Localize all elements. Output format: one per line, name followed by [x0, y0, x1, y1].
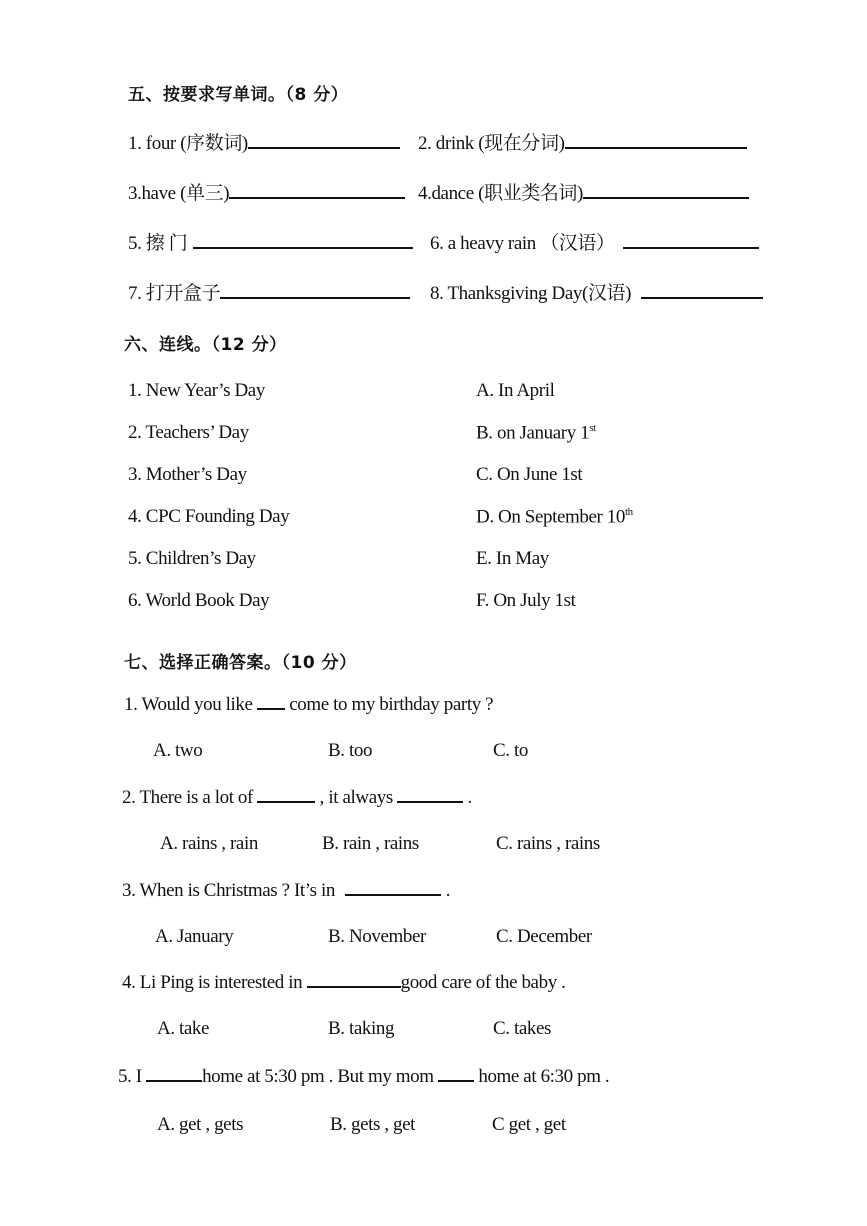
s7-q1-option-b[interactable]: B. too	[328, 740, 373, 761]
s6-right-4[interactable]	[476, 506, 633, 528]
s7-q2-blank-1[interactable]	[257, 787, 315, 803]
s5-item-8-label: 8. Thanksgiving Day(汉语)	[430, 283, 632, 304]
s6-right-3-text: C. On June 1st	[476, 464, 583, 485]
s7-q5-option-c[interactable]: C get , get	[492, 1114, 566, 1135]
s5-answer-5-blank[interactable]	[193, 233, 413, 249]
s7-q3-option-b[interactable]: B. November	[328, 926, 426, 947]
s7-q5-blank-1[interactable]	[146, 1066, 202, 1082]
s7-q2-blank-2[interactable]	[397, 787, 463, 803]
s7-q2-text-a: 2. There is a lot of	[122, 787, 258, 808]
s7-q2-option-a[interactable]: A. rains , rain	[160, 833, 258, 854]
s7-q2-text-c: .	[463, 787, 472, 808]
s5-item-5	[128, 228, 413, 255]
s5-item-6	[430, 228, 759, 255]
s7-q1-option-c[interactable]: C. to	[493, 740, 528, 761]
s6-right-6-text: F. On July 1st	[476, 590, 576, 611]
s6-right-1[interactable]	[476, 380, 554, 402]
s7-q3-option-c[interactable]: C. December	[496, 926, 592, 947]
s7-q1-blank[interactable]	[257, 694, 285, 710]
s5-item-7-label: 7. 打开盒子	[128, 283, 221, 304]
s7-q2-option-b[interactable]: B. rain , rains	[322, 833, 419, 854]
s6-right-1-text: A. In April	[476, 380, 555, 401]
s7-q1-option-a[interactable]: A. two	[153, 740, 203, 761]
s7-question-3	[122, 880, 450, 902]
s7-q3-text-b: .	[441, 880, 451, 901]
s5-answer-3-blank[interactable]	[229, 183, 405, 199]
s7-q2-text-b: , it always	[315, 787, 398, 808]
s5-item-4-label: 4.dance (职业类名词)	[418, 183, 583, 204]
section5-title: 五、按要求写单词。（8 分）	[128, 85, 349, 105]
s5-answer-4-blank[interactable]	[583, 183, 749, 199]
section6-title: 六、连线。（12 分）	[124, 335, 287, 355]
s6-right-4-text: D. On September 10	[476, 506, 625, 528]
s5-item-2	[418, 128, 747, 155]
s6-left-2[interactable]: 2. Teachers’ Day	[128, 422, 249, 443]
s5-item-6-label: 6. a heavy rain （汉语）	[430, 233, 615, 254]
s6-right-5[interactable]	[476, 548, 549, 570]
s7-q4-option-b[interactable]: B. taking	[328, 1018, 395, 1039]
s6-right-3[interactable]	[476, 464, 582, 486]
s6-right-2-text: B. on January 1	[476, 422, 590, 444]
s5-item-4	[418, 178, 749, 205]
s6-left-5[interactable]: 5. Children’s Day	[128, 548, 256, 569]
s7-q4-text-b: good care of the baby .	[400, 972, 566, 993]
s6-right-2[interactable]	[476, 422, 596, 444]
s7-q5-text-c: home at 6:30 pm .	[474, 1066, 610, 1087]
s5-item-8	[430, 278, 763, 305]
s7-q4-blank[interactable]	[307, 972, 401, 988]
s7-q1-text-b: come to my birthday party ?	[284, 694, 494, 715]
s5-answer-7-blank[interactable]	[220, 283, 410, 299]
s7-question-5	[118, 1066, 609, 1088]
s7-q3-text-a: 3. When is Christmas ? It’s in	[122, 880, 340, 901]
s7-q4-text-a: 4. Li Ping is interested in	[122, 972, 307, 993]
s7-q5-text-a: 5. I	[118, 1066, 147, 1087]
s7-q1-text-a: 1. Would you like	[124, 694, 257, 715]
s6-left-1[interactable]: 1. New Year’s Day	[128, 380, 265, 401]
s7-q5-option-b[interactable]: B. gets , get	[330, 1114, 416, 1135]
s6-left-6[interactable]: 6. World Book Day	[128, 590, 270, 611]
s5-answer-8-blank[interactable]	[641, 283, 763, 299]
s7-q3-blank[interactable]	[345, 880, 441, 896]
s6-right-6[interactable]	[476, 590, 576, 612]
section7-title: 七、选择正确答案。（10 分）	[124, 653, 357, 673]
s7-q5-text-b: home at 5:30 pm . But my mom	[202, 1066, 438, 1087]
s7-question-1	[124, 694, 493, 716]
s5-item-1-label: 1. four (序数词)	[128, 133, 248, 154]
s7-q3-option-a[interactable]: A. January	[155, 926, 234, 947]
s6-right-2-sup: st	[589, 422, 596, 434]
s5-item-1	[128, 128, 400, 155]
s5-item-3	[128, 178, 405, 205]
s6-right-5-text: E. In May	[476, 548, 549, 569]
s5-item-3-label: 3.have (单三)	[128, 183, 230, 204]
s7-q5-option-a[interactable]: A. get , gets	[157, 1114, 244, 1135]
s5-item-7	[128, 278, 410, 305]
s7-question-4	[122, 972, 566, 994]
s7-q4-option-a[interactable]: A. take	[157, 1018, 210, 1039]
s6-left-4[interactable]: 4. CPC Founding Day	[128, 506, 290, 527]
s5-answer-1-blank[interactable]	[248, 133, 400, 149]
s7-q2-option-c[interactable]: C. rains , rains	[496, 833, 600, 854]
s6-right-4-sup: th	[625, 506, 633, 518]
s7-q5-blank-2[interactable]	[438, 1066, 474, 1082]
s7-q4-option-c[interactable]: C. takes	[493, 1018, 552, 1039]
s7-question-2	[122, 787, 472, 809]
s6-left-3[interactable]: 3. Mother’s Day	[128, 464, 247, 485]
s5-answer-2-blank[interactable]	[565, 133, 747, 149]
s5-item-2-label: 2. drink (现在分词)	[418, 133, 565, 154]
s5-item-5-label: 5. 擦 门	[128, 233, 188, 254]
s5-answer-6-blank[interactable]	[623, 233, 759, 249]
